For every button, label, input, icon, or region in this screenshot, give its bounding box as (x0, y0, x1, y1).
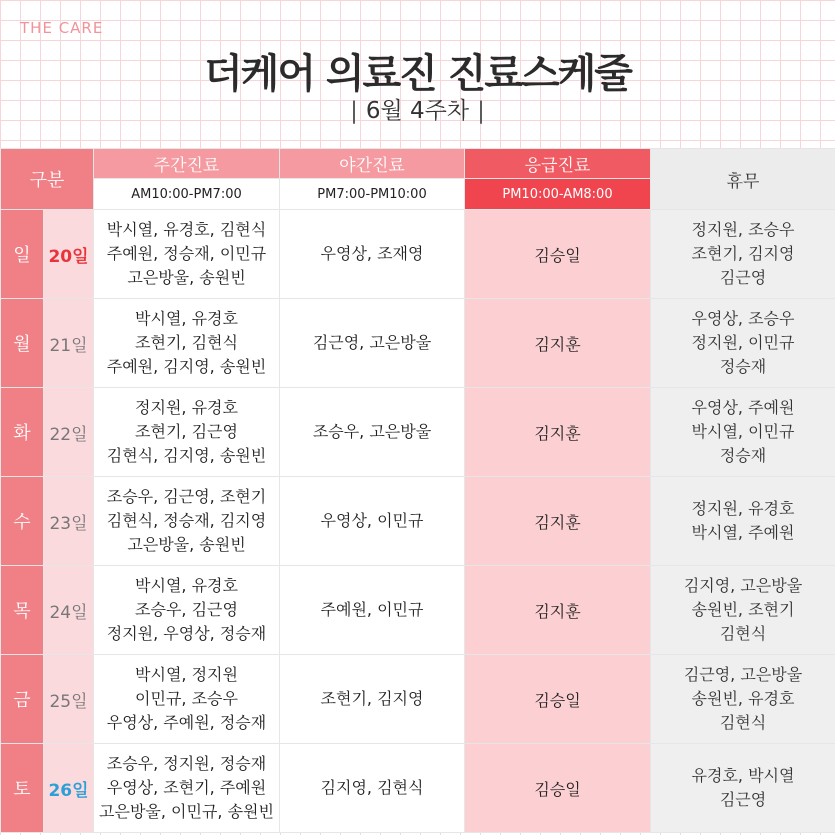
day-care-cell-line: 정지원, 유경호 (135, 398, 238, 417)
day-care-cell-line: 김현식, 정승재, 김지영 (106, 511, 267, 530)
day-care-cell (94, 477, 280, 566)
day-care-cell-line: 박시열, 유경호 (135, 309, 238, 328)
emergency-care-cell: 김지훈 (465, 299, 651, 388)
day-care-cell-line: 조현기, 김근영 (135, 422, 238, 441)
emergency-care-cell: 김승일 (465, 655, 651, 744)
off-cell-line: 정지원, 조승우 (691, 220, 795, 239)
off-cell-line: 정지원, 이민규 (691, 333, 795, 352)
header-night-care: 야간진료 (280, 149, 465, 179)
date-cell: 23일 (44, 477, 94, 566)
off-cell-line: 박시열, 이민규 (691, 422, 795, 441)
day-care-cell-line: 주예원, 정승재, 이민규 (106, 244, 267, 263)
day-care-cell-line: 조승우, 정지원, 정승재 (106, 754, 267, 773)
day-care-cell-line: 고은방울, 송원빈 (127, 535, 246, 554)
night-care-cell (280, 210, 465, 299)
off-cell-line: 김근영, 고은방울 (683, 665, 803, 684)
off-cell-line: 박시열, 주예원 (691, 523, 795, 542)
day-care-cell-line: 고은방울, 이민규, 송원빈 (99, 802, 274, 821)
header-day-time: AM10:00-PM7:00 (94, 179, 280, 210)
date-cell: 20일 (44, 210, 94, 299)
emergency-care-cell: 김승일 (465, 744, 651, 833)
brand-logo-text: THE CARE (20, 19, 104, 37)
weekday-cell: 화 (1, 388, 44, 477)
day-care-cell-line: 박시열, 정지원 (135, 665, 238, 684)
date-cell: 22일 (44, 388, 94, 477)
weekday-cell: 토 (1, 744, 44, 833)
day-care-cell-line: 박시열, 유경호 (135, 576, 238, 595)
day-care-cell (94, 566, 280, 655)
week-label: 6월 4주차 (365, 98, 470, 124)
off-cell-line: 김지영, 고은방울 (683, 576, 803, 595)
night-care-cell-line: 주예원, 이민규 (320, 600, 424, 619)
night-care-cell-line: 김지영, 김현식 (320, 778, 424, 797)
subtitle-bar-left: | (350, 98, 358, 124)
off-cell-line: 김근영 (719, 790, 767, 809)
header-off: 휴무 (651, 149, 835, 210)
day-care-cell (94, 744, 280, 833)
night-care-cell (280, 388, 465, 477)
emergency-care-cell: 김지훈 (465, 388, 651, 477)
header-night-time: PM7:00-PM10:00 (280, 179, 465, 210)
page-subtitle (0, 92, 835, 125)
schedule-row (1, 566, 835, 655)
date-cell: 24일 (44, 566, 94, 655)
emergency-care-cell: 김지훈 (465, 566, 651, 655)
emergency-care-cell: 김지훈 (465, 477, 651, 566)
off-cell-line: 유경호, 박시열 (691, 766, 795, 785)
night-care-cell (280, 744, 465, 833)
night-care-cell (280, 477, 465, 566)
weekday-cell: 일 (1, 210, 44, 299)
night-care-cell-line: 우영상, 이민규 (320, 511, 424, 530)
off-cell-line: 우영상, 주예원 (691, 398, 795, 417)
header-day-care: 주간진료 (94, 149, 280, 179)
day-care-cell (94, 655, 280, 744)
day-care-cell (94, 299, 280, 388)
day-care-cell-line: 우영상, 조현기, 주예원 (106, 778, 267, 797)
off-cell (651, 388, 835, 477)
date-cell: 25일 (44, 655, 94, 744)
off-cell (651, 477, 835, 566)
off-cell (651, 566, 835, 655)
night-care-cell (280, 655, 465, 744)
page-title: 더케어 의료진 진료스케줄 (204, 51, 631, 97)
header-emergency-time: PM10:00-AM8:00 (465, 179, 651, 210)
off-cell-line: 우영상, 조승우 (691, 309, 795, 328)
weekday-cell: 월 (1, 299, 44, 388)
header-gubun: 구분 (1, 149, 94, 210)
weekday-cell: 수 (1, 477, 44, 566)
date-cell: 26일 (44, 744, 94, 833)
off-cell-line: 김근영 (719, 268, 767, 287)
schedule-row (1, 299, 835, 388)
weekday-cell: 목 (1, 566, 44, 655)
subtitle-bar-right: | (477, 98, 485, 124)
day-care-cell-line: 고은방울, 송원빈 (127, 268, 246, 287)
day-care-cell-line: 김현식, 김지영, 송원빈 (106, 446, 267, 465)
night-care-cell (280, 299, 465, 388)
night-care-cell-line: 우영상, 조재영 (320, 244, 424, 263)
off-cell-line: 조현기, 김지영 (691, 244, 795, 263)
schedule-row (1, 655, 835, 744)
off-cell-line: 김현식 (719, 624, 767, 643)
day-care-cell-line: 이민규, 조승우 (135, 689, 238, 708)
emergency-care-cell: 김승일 (465, 210, 651, 299)
day-care-cell-line: 주예원, 김지영, 송원빈 (106, 357, 267, 376)
off-cell-line: 정지원, 유경호 (691, 499, 795, 518)
day-care-cell-line: 조승우, 김근영 (135, 600, 238, 619)
schedule-row (1, 388, 835, 477)
night-care-cell-line: 김근영, 고은방울 (312, 333, 432, 352)
night-care-cell-line: 조승우, 고은방울 (312, 422, 432, 441)
off-cell (651, 210, 835, 299)
night-care-cell-line: 조현기, 김지영 (320, 689, 424, 708)
day-care-cell-line: 우영상, 주예원, 정승재 (106, 713, 267, 732)
night-care-cell (280, 566, 465, 655)
date-cell: 21일 (44, 299, 94, 388)
off-cell-line: 김현식 (719, 713, 767, 732)
header-emergency-care: 응급진료 (465, 149, 651, 179)
off-cell-line: 송원빈, 유경호 (691, 689, 795, 708)
schedule-row (1, 477, 835, 566)
schedule-table (0, 148, 835, 833)
schedule-row (1, 744, 835, 833)
weekday-cell: 금 (1, 655, 44, 744)
schedule-row (1, 210, 835, 299)
off-cell (651, 299, 835, 388)
off-cell-line: 송원빈, 조현기 (691, 600, 795, 619)
off-cell-line: 정승재 (719, 357, 767, 376)
off-cell-line: 정승재 (719, 446, 767, 465)
day-care-cell (94, 210, 280, 299)
day-care-cell (94, 388, 280, 477)
day-care-cell-line: 정지원, 우영상, 정승재 (106, 624, 267, 643)
off-cell (651, 744, 835, 833)
off-cell (651, 655, 835, 744)
day-care-cell-line: 조승우, 김근영, 조현기 (106, 487, 267, 506)
day-care-cell-line: 조현기, 김현식 (135, 333, 238, 352)
day-care-cell-line: 박시열, 유경호, 김현식 (106, 220, 267, 239)
